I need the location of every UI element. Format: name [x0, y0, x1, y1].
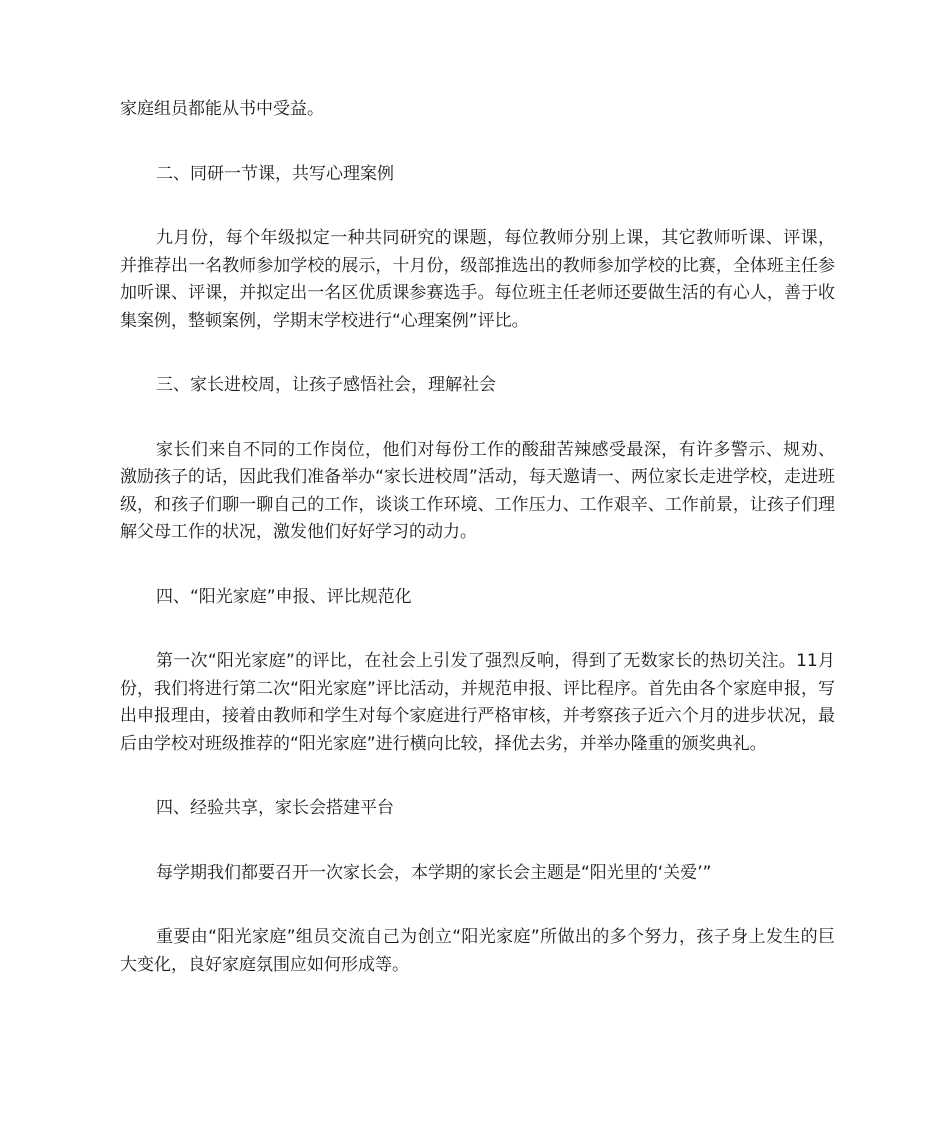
document-body — [120, 96, 835, 1016]
paragraph-section-4a: 第一次“阳光家庭”的评比，在社会上引发了强烈反响，得到了无数家长的热切关注。11月份，我们将进行第二次“阳光家庭”评比活动，并规范申报、评比程序。首先由各个家庭申报，写出申报理由，接着由教师和学生对每个家庭进行严格审核，并考察孩子近六个月的进步状况，最后由学校对班级推荐的“阳光家庭”进行横向比较，择优去劣，并举办隆重的颁奖典礼。 — [120, 651, 835, 754]
paragraph-section-4b-detail: 重要由“阳光家庭”组员交流自己为创立“阳光家庭”所做出的多个努力，孩子身上发生的巨大变化，良好家庭氛围应如何形成等。 — [120, 927, 835, 975]
paragraph-section-4b-intro: 每学期我们都要召开一次家长会，本学期的家长会主题是“阳光里的‘关爱’” — [156, 862, 712, 883]
section-heading-3: 三、家长进校周，让孩子感悟社会，理解社会 — [156, 375, 496, 395]
paragraph-section-2: 九月份，每个年级拟定一种共同研究的课题，每位教师分别上课，其它教师听课、评课，并推荐出一名教师参加学校的展示，十月份，级部推选出的教师参加学校的比赛，全体班主任参加听课、评课，并拟定出一名区优质课参赛选手。每位班主任老师还要做生活的有心人，善于收集案例，整顿案例，学期末学校进行“心理案例”评比。 — [120, 228, 835, 331]
section-heading-4a: 四、“阳光家庭”申报、评比规范化 — [156, 586, 412, 607]
paragraph-section-3: 家长们来自不同的工作岗位，他们对每份工作的酸甜苦辣感受最深，有许多警示、规劝、激励孩子的话，因此我们准备举办“家长进校周”活动，每天邀请一、两位家长走进学校，走进班级，和孩子们聊一聊自己的工作，谈谈工作环境、工作压力、工作艰辛、工作前景，让孩子们理解父母工作的状况，激发他们好好学习的动力。 — [120, 439, 835, 542]
section-heading-4b: 四、经验共享，家长会搭建平台 — [156, 798, 394, 818]
paragraph-continuation: 家庭组员都能从书中受益。 — [120, 99, 324, 119]
section-heading-2: 二、同研一节课，共写心理案例 — [156, 163, 394, 184]
